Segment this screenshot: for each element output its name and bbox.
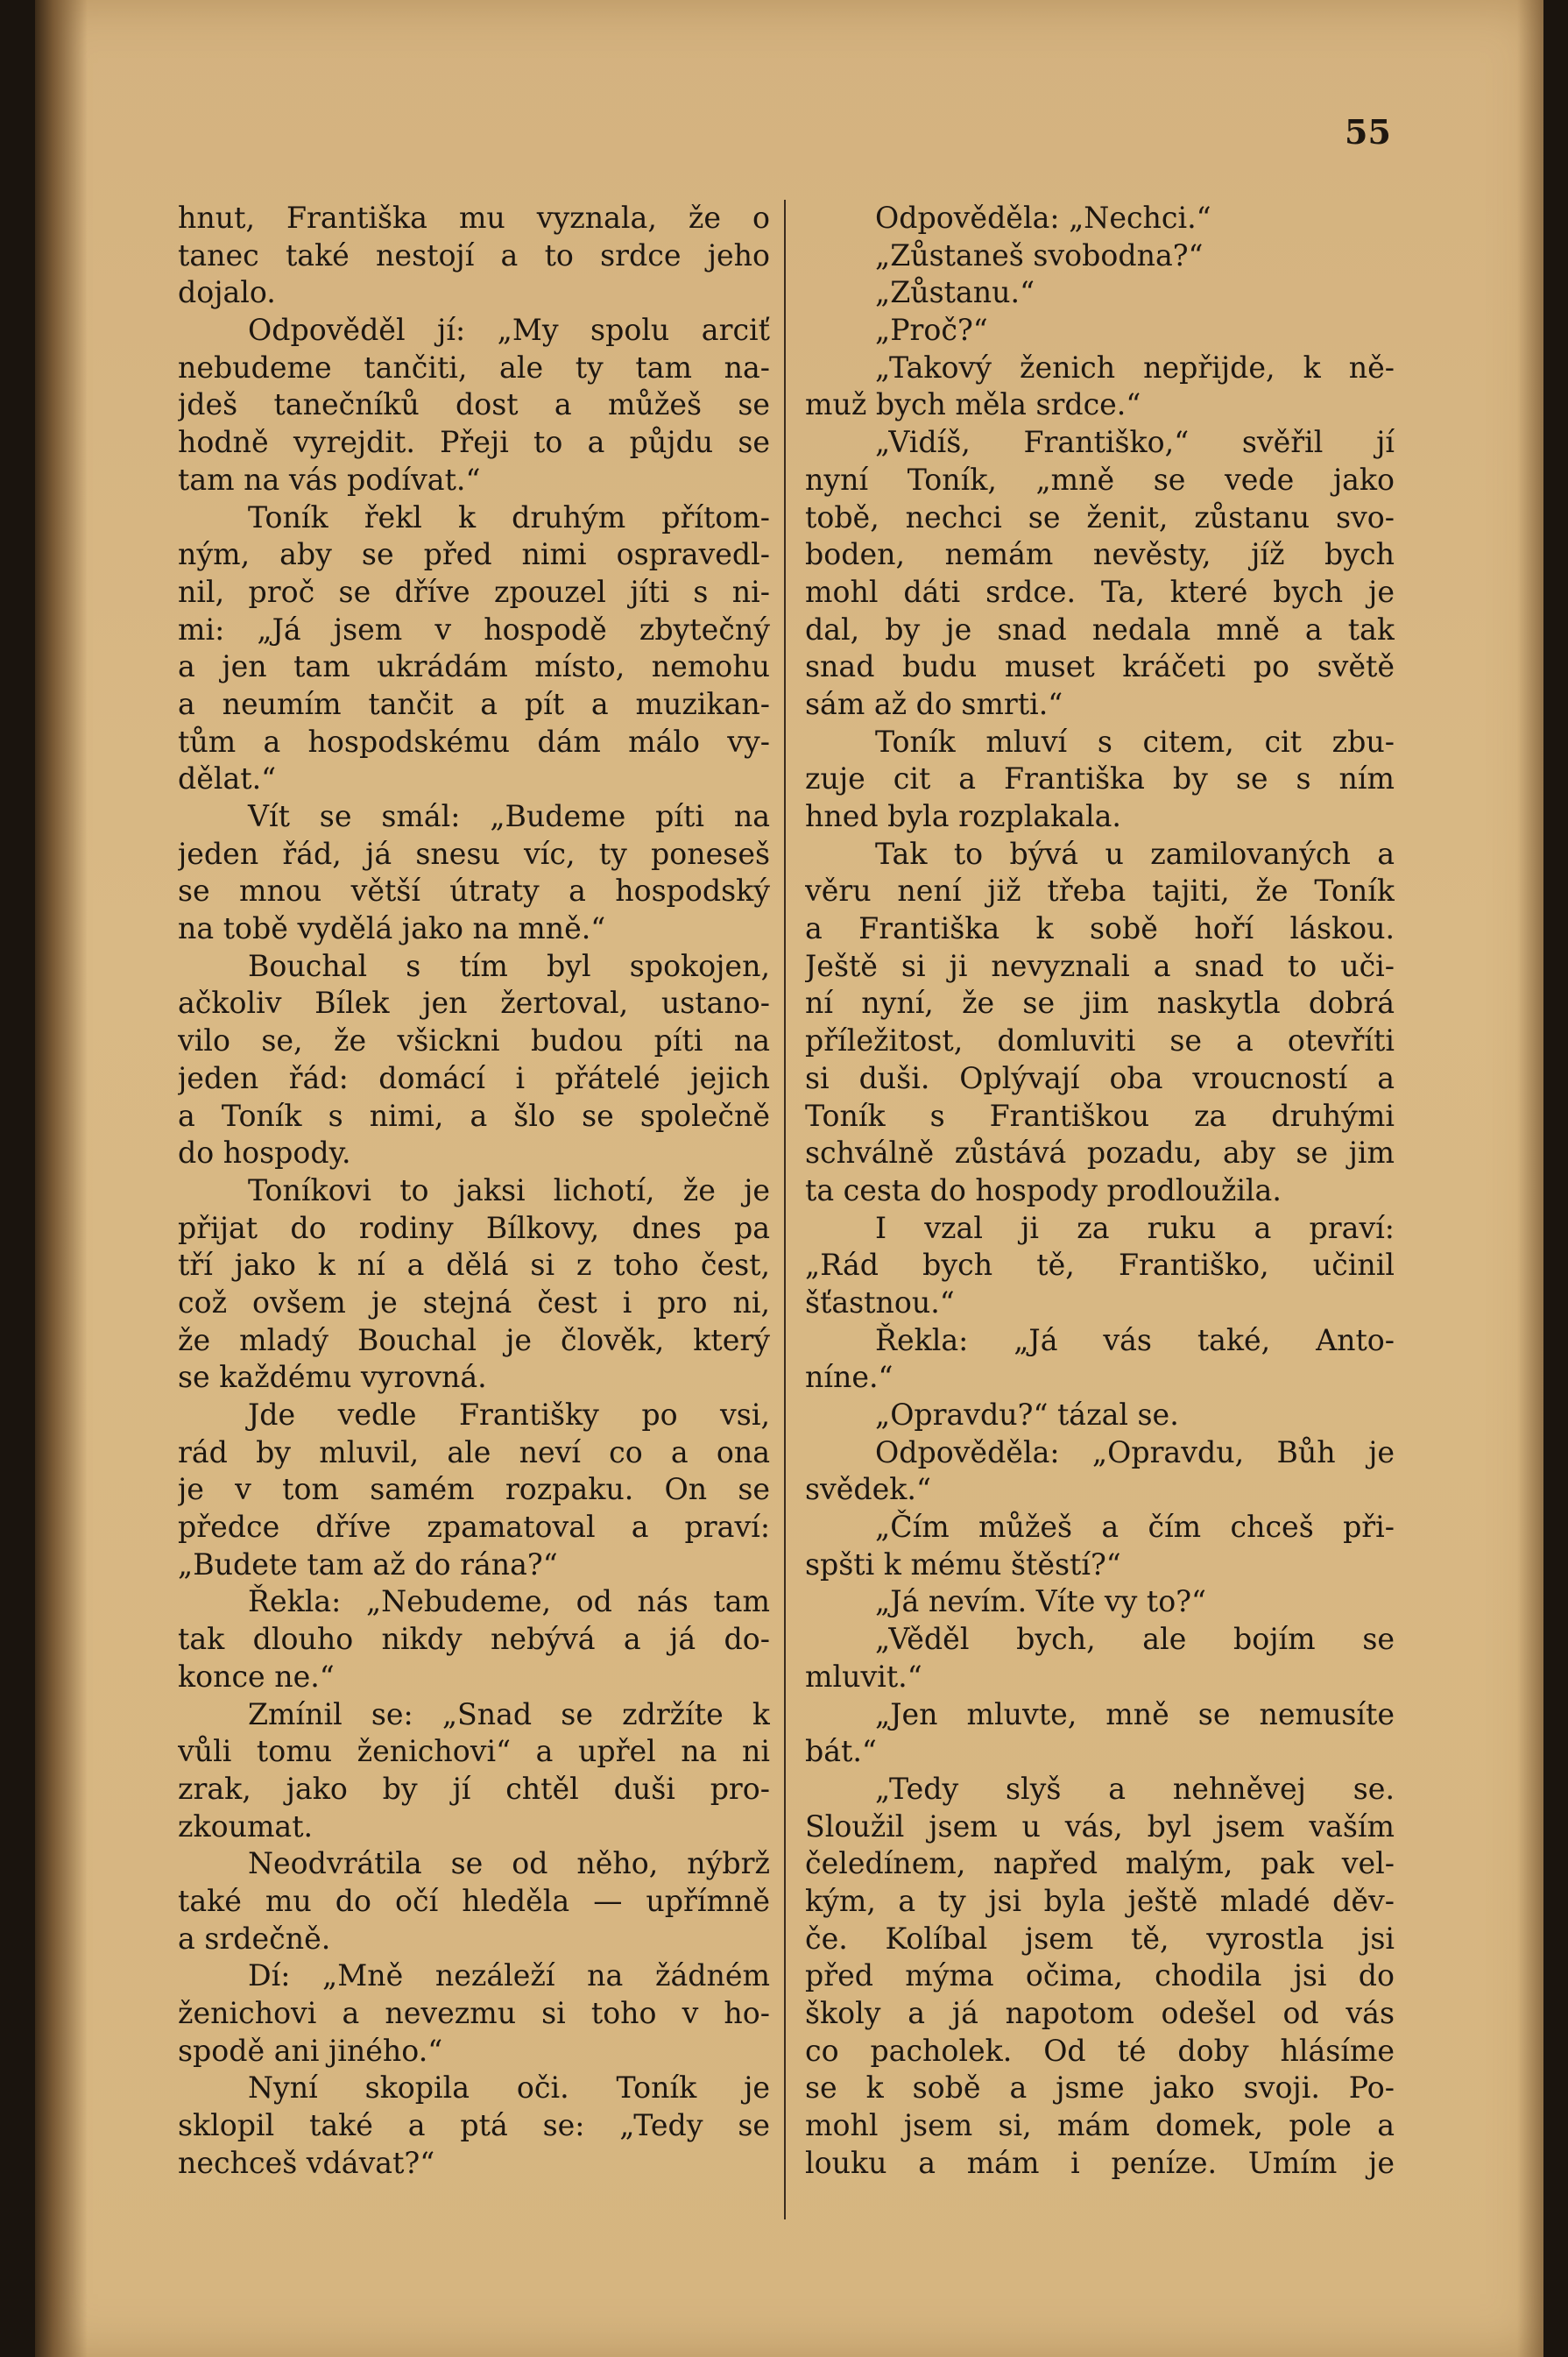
text-line: níne.“	[805, 1360, 893, 1395]
text-line: příležitost, domluviti se a otevříti	[805, 1023, 1395, 1058]
text-line: Odpověděl jí: „My spolu arciť	[248, 313, 770, 348]
text-line: Dí: „Mně nezáleží na žádném	[248, 1958, 770, 1993]
text-line: Vít se smál: „Budeme píti na	[248, 799, 770, 833]
text-line: louku a mám i peníze. Umím je	[805, 2145, 1395, 2180]
text-line: „Proč?“	[875, 313, 988, 348]
text-line: „Já nevím. Víte vy to?“	[875, 1584, 1207, 1619]
text-line: „Zůstanu.“	[875, 275, 1035, 310]
text-line: ným, aby se před nimi ospravedl-	[178, 537, 770, 572]
text-line: že mladý Bouchal je člověk, který	[178, 1322, 770, 1357]
text-line: dal, by je snad nedala mně a tak	[805, 612, 1395, 647]
text-line: boden, nemám nevěsty, jíž bych	[805, 537, 1395, 572]
text-line: tobě, nechci se ženit, zůstanu svo-	[805, 499, 1395, 534]
text-line: Zmínil se: „Snad se zdržíte k	[248, 1696, 770, 1731]
text-line: přijat do rodiny Bílkovy, dnes pa	[178, 1210, 770, 1245]
text-line: a Toník s nimi, a šlo se společně	[178, 1098, 770, 1133]
text-line: co pacholek. Od té doby hlásíme	[805, 2033, 1395, 2068]
text-line: konce ne.“	[178, 1659, 335, 1694]
text-line: ženichovi a nevezmu si toho v ho-	[178, 1996, 770, 2030]
text-line: Bouchal s tím byl spokojen,	[248, 948, 770, 983]
text-line: snad budu muset kráčeti po světě	[805, 649, 1395, 684]
text-line: Toník s Františkou za druhými	[805, 1098, 1395, 1133]
text-line: tak dlouho nikdy nebývá a já do-	[178, 1622, 770, 1657]
text-line: „Rád bych tě, Františko, učinil	[805, 1248, 1395, 1283]
text-line: Neodvrátila se od něho, nýbrž	[248, 1846, 770, 1881]
text-line: nyní Toník, „mně se vede jako	[805, 462, 1395, 497]
text-line: hnut, Františka mu vyznala, že o	[178, 201, 770, 235]
text-line: Ještě si ji nevyznali a snad to uči-	[805, 948, 1395, 983]
text-line: čeledínem, napřed malým, pak vel-	[805, 1846, 1395, 1881]
text-line: Odpověděla: „Opravdu, Bůh je	[875, 1434, 1395, 1469]
text-line: zuje cit a Františka by se s ním	[805, 761, 1395, 796]
text-line: jeden řád: domácí i přátelé jejich	[178, 1060, 770, 1095]
text-line: se každému vyrovná.	[178, 1360, 487, 1395]
text-line: a srdečně.	[178, 1921, 331, 1956]
text-line: dojalo.	[178, 275, 276, 310]
text-line: také mu do očí hleděla — upřímně	[178, 1883, 770, 1918]
text-line: zkoumat.	[178, 1808, 314, 1844]
text-line: se k sobě a jsme jako svoji. Po-	[805, 2070, 1395, 2106]
text-line: I vzal ji za ruku a praví:	[875, 1210, 1395, 1245]
text-line: „Věděl bych, ale bojím se	[875, 1622, 1395, 1657]
text-line: spodě ani jiného.“	[178, 2033, 443, 2068]
text-line: hodně vyrejdit. Přeji to a půjdu se	[178, 425, 770, 460]
text-line: nil, proč se dříve zpouzel jíti s ni-	[178, 574, 770, 609]
text-line: zrak, jako by jí chtěl duši pro-	[178, 1771, 770, 1806]
text-line: věru není již třeba tajiti, že Toník	[805, 874, 1395, 909]
text-line: jeden řád, já snesu víc, ty poneseš	[178, 836, 770, 871]
text-line: dělat.“	[178, 761, 277, 796]
text-line: „Vidíš, Františko,“ svěřil jí	[875, 425, 1395, 460]
text-line: ta cesta do hospody prodloužila.	[805, 1172, 1282, 1207]
text-line: mluvit.“	[805, 1659, 922, 1694]
text-line: muž bych měla srdce.“	[805, 387, 1141, 422]
text-line: tam na vás podívat.“	[178, 462, 481, 497]
column-divider	[784, 200, 786, 2219]
text-line: „Budete tam až do rána?“	[178, 1547, 558, 1582]
text-line: Toník řekl k druhým přítom-	[248, 499, 770, 534]
page-edge-shadow	[1517, 0, 1543, 2357]
text-line: tří jako k ní a dělá si z toho čest,	[178, 1248, 770, 1283]
text-line: Tak to bývá u zamilovaných a	[875, 836, 1395, 871]
text-line: Nyní skopila oči. Toník je	[248, 2070, 770, 2106]
text-line: če. Kolíbal jsem tě, vyrostla jsi	[805, 1921, 1395, 1956]
text-line: a jen tam ukrádám místo, nemohu	[178, 649, 770, 684]
text-line: ní nyní, že se jim naskytla dobrá	[805, 986, 1395, 1021]
left-text-column	[178, 200, 770, 2182]
text-line: „Čím můžeš a čím chceš při-	[875, 1510, 1395, 1545]
text-line: a Františka k sobě hoří láskou.	[805, 911, 1395, 946]
text-line: Odpověděla: „Nechci.“	[875, 201, 1211, 235]
text-line: vůli tomu ženichovi“ a upřel na ni	[178, 1734, 770, 1769]
text-line: Jde vedle Františky po vsi,	[248, 1398, 770, 1432]
text-line: Řekla: „Nebudeme, od nás tam	[248, 1584, 770, 1619]
text-line: což ovšem je stejná čest i pro ni,	[178, 1285, 770, 1320]
text-line: se mnou větší útraty a hospodský	[178, 874, 770, 909]
text-line: „Opravdu?“ tázal se.	[875, 1398, 1179, 1432]
text-line: „Takový ženich nepřijde, k ně-	[875, 350, 1395, 385]
text-line: předce dříve zpamatoval a praví:	[178, 1510, 770, 1545]
text-line: před mýma očima, chodila jsi do	[805, 1958, 1395, 1993]
text-line: mi: „Já jsem v hospodě zbytečný	[178, 612, 770, 647]
text-line: hned byla rozplakala.	[805, 799, 1121, 833]
text-line: a neumím tančit a pít a muzikan-	[178, 686, 770, 721]
text-line: spšti k mému štěstí?“	[805, 1547, 1121, 1582]
text-line: svědek.“	[805, 1472, 931, 1507]
book-page	[35, 0, 1543, 2357]
text-line: do hospody.	[178, 1136, 351, 1171]
text-line: jdeš tanečníků dost a můžeš se	[178, 387, 770, 422]
text-line: ačkoliv Bílek jen žertoval, ustano-	[178, 986, 770, 1021]
page-number: 55	[1345, 112, 1391, 152]
text-line: sklopil také a ptá se: „Tedy se	[178, 2108, 770, 2143]
text-line: bát.“	[805, 1734, 877, 1769]
text-line: si duši. Oplývají oba vroucností a	[805, 1060, 1395, 1095]
text-line: „Zůstaneš svobodna?“	[875, 237, 1204, 273]
text-line: Toník mluví s citem, cit zbu-	[875, 724, 1395, 759]
text-line: školy a já napotom odešel od vás	[805, 1996, 1395, 2030]
text-line: tanec také nestojí a to srdce jeho	[178, 237, 770, 273]
text-line: mohl jsem si, mám domek, pole a	[805, 2108, 1395, 2143]
text-line: tům a hospodskému dám málo vy-	[178, 724, 770, 759]
text-line: nebudeme tančiti, ale ty tam na-	[178, 350, 770, 385]
text-line: na tobě vydělá jako na mně.“	[178, 911, 606, 946]
text-line: nechceš vdávat?“	[178, 2145, 435, 2180]
page-gutter-shadow	[35, 0, 88, 2357]
text-line: „Tedy slyš a nehněvej se.	[875, 1771, 1395, 1806]
text-line: „Jen mluvte, mně se nemusíte	[875, 1696, 1395, 1731]
text-line: Sloužil jsem u vás, byl jsem vaším	[805, 1808, 1395, 1844]
right-text-column	[805, 200, 1395, 2182]
text-line: kým, a ty jsi byla ještě mladé děv-	[805, 1883, 1395, 1918]
text-line: šťastnou.“	[805, 1285, 955, 1320]
text-line: vilo se, že všickni budou píti na	[178, 1023, 770, 1058]
text-line: schválně zůstává pozadu, aby se jim	[805, 1136, 1395, 1171]
text-line: sám až do smrti.“	[805, 686, 1063, 721]
text-line: mohl dáti srdce. Ta, které bych je	[805, 574, 1395, 609]
text-line: Toníkovi to jaksi lichotí, že je	[248, 1172, 770, 1207]
text-line: rád by mluvil, ale neví co a ona	[178, 1434, 770, 1469]
text-line: je v tom samém rozpaku. On se	[178, 1472, 770, 1507]
text-line: Řekla: „Já vás také, Anto-	[875, 1322, 1395, 1357]
